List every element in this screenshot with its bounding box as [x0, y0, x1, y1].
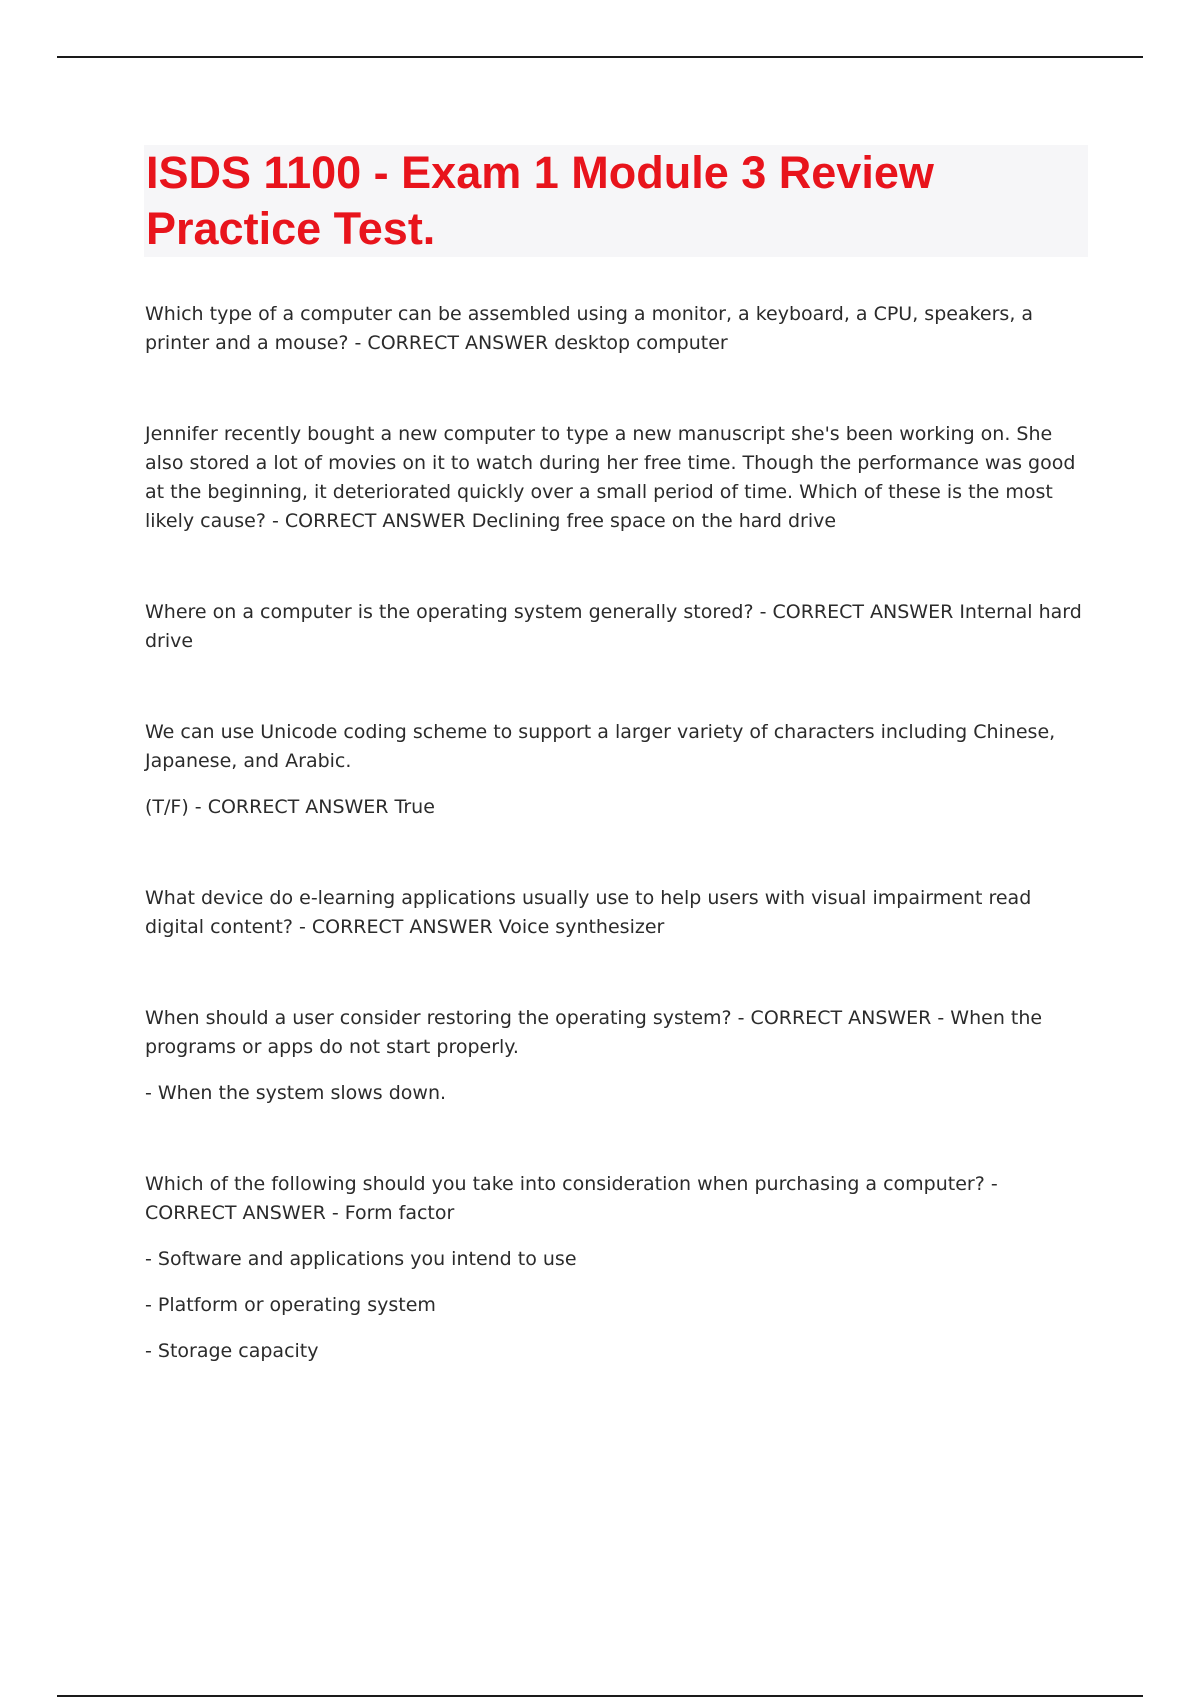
qa-text: We can use Unicode coding scheme to support a larger variety of characters including Chinese, Japanese, and Arabic. — [145, 721, 1056, 772]
qa-item — [145, 1004, 1090, 1108]
qa-text: Jennifer recently bought a new computer to type a new manuscript she's been working on. She also stored a lot of movies on it to watch during her free time. Though the performance was good at the beginning, it deteriorated quickly over a small period of time. Which of these is the most likely cause? - CORRECT ANSWER Declining free space on the hard drive — [145, 423, 1076, 532]
bottom-rule — [57, 1695, 1143, 1697]
qa-item — [145, 884, 1090, 942]
qa-item — [145, 718, 1090, 822]
qa-text: When should a user consider restoring the operating system? - CORRECT ANSWER - When the programs or apps do not start properly. — [145, 1007, 1043, 1058]
qa-text: Which of the following should you take into consideration when purchasing a computer? - CORRECT ANSWER - Form factor — [145, 1173, 998, 1224]
page-title: ISDS 1100 - Exam 1 Module 3 Review Practice Test. — [146, 147, 934, 254]
qa-list — [145, 300, 1090, 1366]
top-rule — [57, 56, 1143, 58]
qa-item — [145, 598, 1090, 656]
qa-answer-line: - Platform or operating system — [145, 1294, 436, 1316]
qa-answer-line: - Storage capacity — [145, 1340, 319, 1362]
qa-item — [145, 1170, 1090, 1366]
title-banner — [144, 145, 1088, 257]
qa-answer-line: (T/F) - CORRECT ANSWER True — [145, 796, 435, 818]
qa-item — [145, 420, 1090, 536]
qa-text: Where on a computer is the operating system generally stored? - CORRECT ANSWER Internal hard drive — [145, 601, 1082, 652]
qa-text: Which type of a computer can be assembled using a monitor, a keyboard, a CPU, speakers, a printer and a mouse? - CORRECT ANSWER desktop computer — [145, 303, 1034, 354]
qa-answer-line: - Software and applications you intend to use — [145, 1248, 577, 1270]
qa-answer-line: - When the system slows down. — [145, 1082, 447, 1104]
qa-text: What device do e-learning applications usually use to help users with visual impairment read digital content? - CORRECT ANSWER Voice synthesizer — [145, 887, 1032, 938]
qa-item — [145, 300, 1090, 358]
